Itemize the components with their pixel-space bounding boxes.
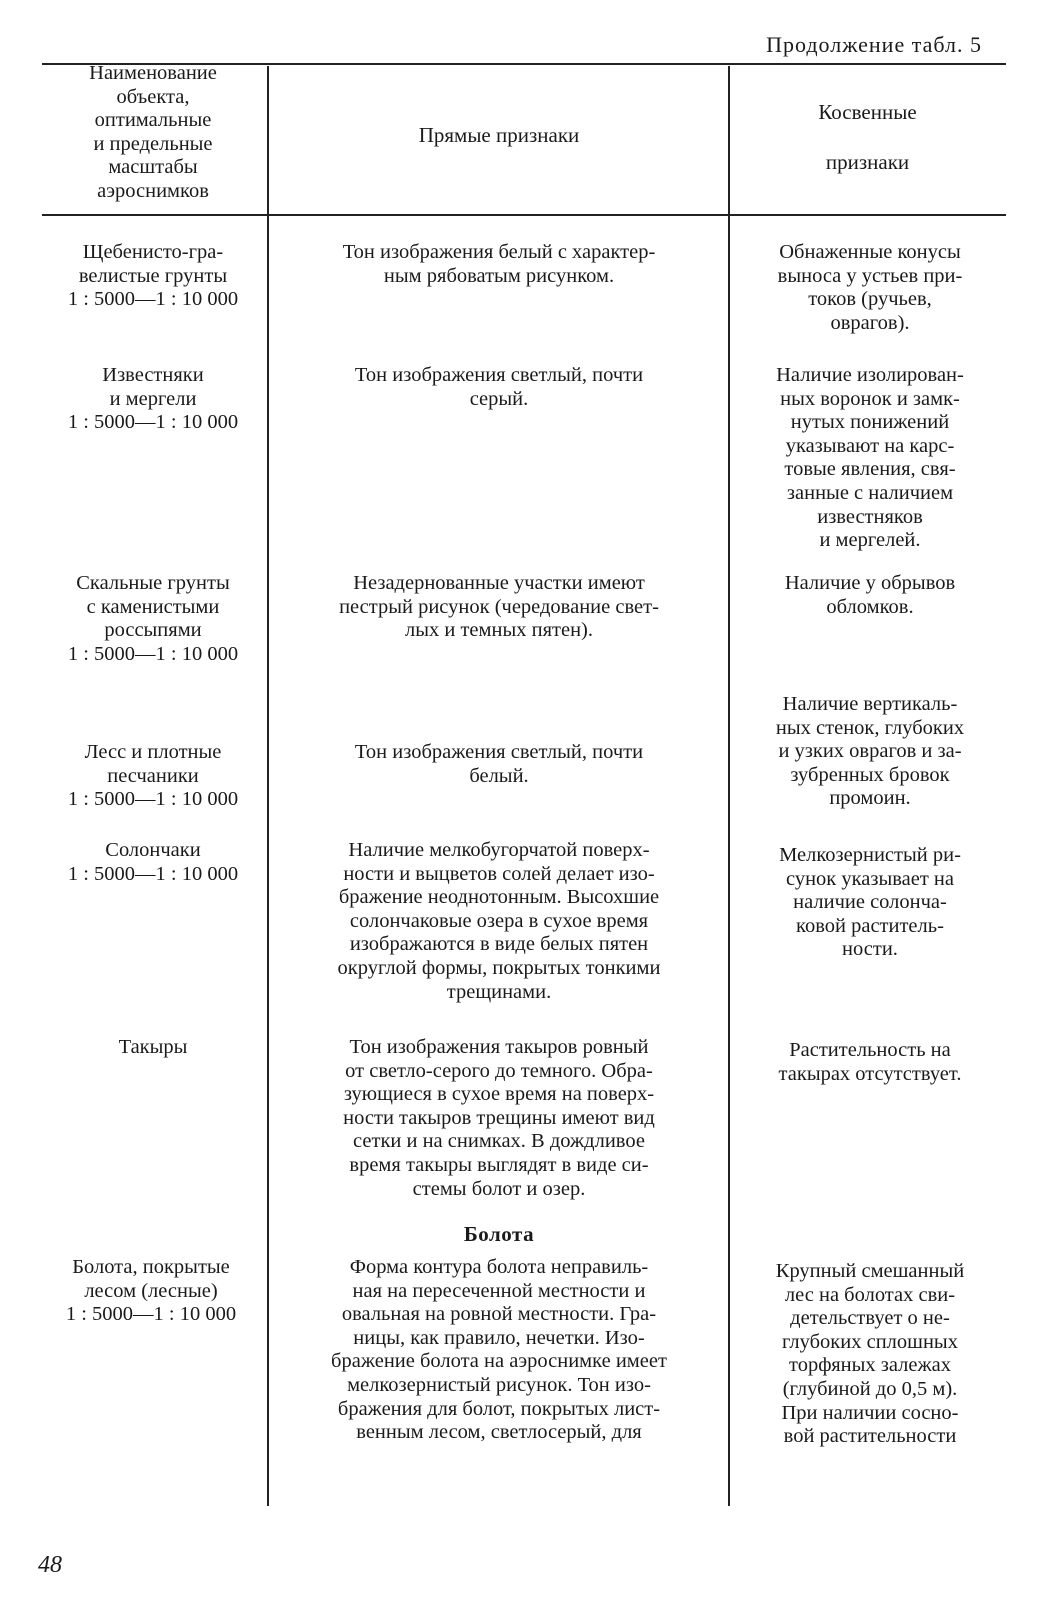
row-direct-takyr: Тон изображения такыров ровный от светло-серого до темного. Обра- зующиеся в сухое время на поверх- ности такыров трещины имеют вид сетки и на снимках. В дождливое время такыры выглядят в виде си- стемы болот и озер. <box>343 1036 655 1200</box>
row-indirect-forest-swamp: Крупный смешанный лес на болотах сви- детельствует о не- глубоких сплошных торфяных залежах (глубиной до 0,5 м). При наличии сосно- вой растительности <box>775 1260 965 1448</box>
section-title-swamps: Болота <box>463 1222 535 1246</box>
row-direct-loess: Тон изображения светлый, почти белый. <box>354 741 644 787</box>
row-name-limestone: Известняки и мергели 1 : 5000—1 : 10 000 <box>67 364 239 434</box>
row-indirect-takyr: Растительность на такырах отсутствует. <box>778 1039 962 1085</box>
row-name-loess: Лесс и плотные песчаники 1 : 5000—1 : 10 000 <box>67 741 239 811</box>
continuation-label: Продолжение табл. 5 <box>766 32 982 57</box>
row-name-rocky: Скальные грунты с каменистыми россыпями 1 : 5000—1 : 10 000 <box>67 572 239 665</box>
row-indirect-solonchak: Мелкозернистый ри- сунок указывает на наличие солонча- ковой раститель- ности. <box>779 844 961 961</box>
row-direct-limestone: Тон изображения светлый, почти серый. <box>354 364 644 410</box>
header-bottom-rule <box>42 214 1006 216</box>
column-divider-right <box>728 66 730 1506</box>
row-direct-gravel: Тон изображения белый с характер- ным рябоватым рисунком. <box>342 241 656 287</box>
row-name-takyr: Такыры <box>118 1036 188 1058</box>
header-object-column: Наименование объекта, оптимальные и предельные масштабы аэроснимков <box>89 62 217 202</box>
page-number: 48 <box>38 1552 62 1578</box>
header-indirect-signs-line1: Косвенные <box>818 100 917 124</box>
row-name-solonchak: Солончаки 1 : 5000—1 : 10 000 <box>67 839 239 885</box>
header-direct-signs: Прямые признаки <box>418 123 580 147</box>
row-indirect-loess: Наличие вертикаль- ных стенок, глубоких и узких оврагов и за- зубренных бровок промоин. <box>775 693 965 810</box>
row-direct-rocky: Незадернованные участки имеют пестрый рисунок (чередование свет- лых и темных пятен). <box>339 572 659 642</box>
row-indirect-limestone: Наличие изолирован- ных воронок и замк- нутых понижений указывают на карс- товые явления, свя- занные с наличием известняков и мергелей. <box>776 364 964 552</box>
row-direct-forest-swamp: Форма контура болота неправиль- ная на пересеченной местности и овальная на ровной местности. Гра- ницы, как правило, нечетки. Изо- бражение болота на аэроснимке имеет мелкозернистый рисунок. Тон изо- бражения для болот, покрытых лист- венным лесом, светлосерый, для <box>331 1256 667 1444</box>
header-indirect-signs-line2: признаки <box>825 150 910 174</box>
row-indirect-gravel: Обнаженные конусы выноса у устьев при- токов (ручьев, оврагов). <box>777 241 963 334</box>
row-name-gravel: Щебенисто-гра- велистые грунты 1 : 5000—1 : 10 000 <box>67 241 239 311</box>
column-divider-left <box>267 66 269 1506</box>
row-indirect-rocky: Наличие у обрывов обломков. <box>784 572 956 618</box>
row-direct-solonchak: Наличие мелкобугорчатой поверх- ности и выцветов солей делает изо- бражение неоднотонным. Высохшие солончаковые озера в сухое время изображаются в виде белых пятен округлой формы, покрытых тонкими трещинами. <box>337 839 661 1003</box>
row-name-forest-swamp: Болота, покрытые лесом (лесные) 1 : 5000—1 : 10 000 <box>65 1256 237 1326</box>
